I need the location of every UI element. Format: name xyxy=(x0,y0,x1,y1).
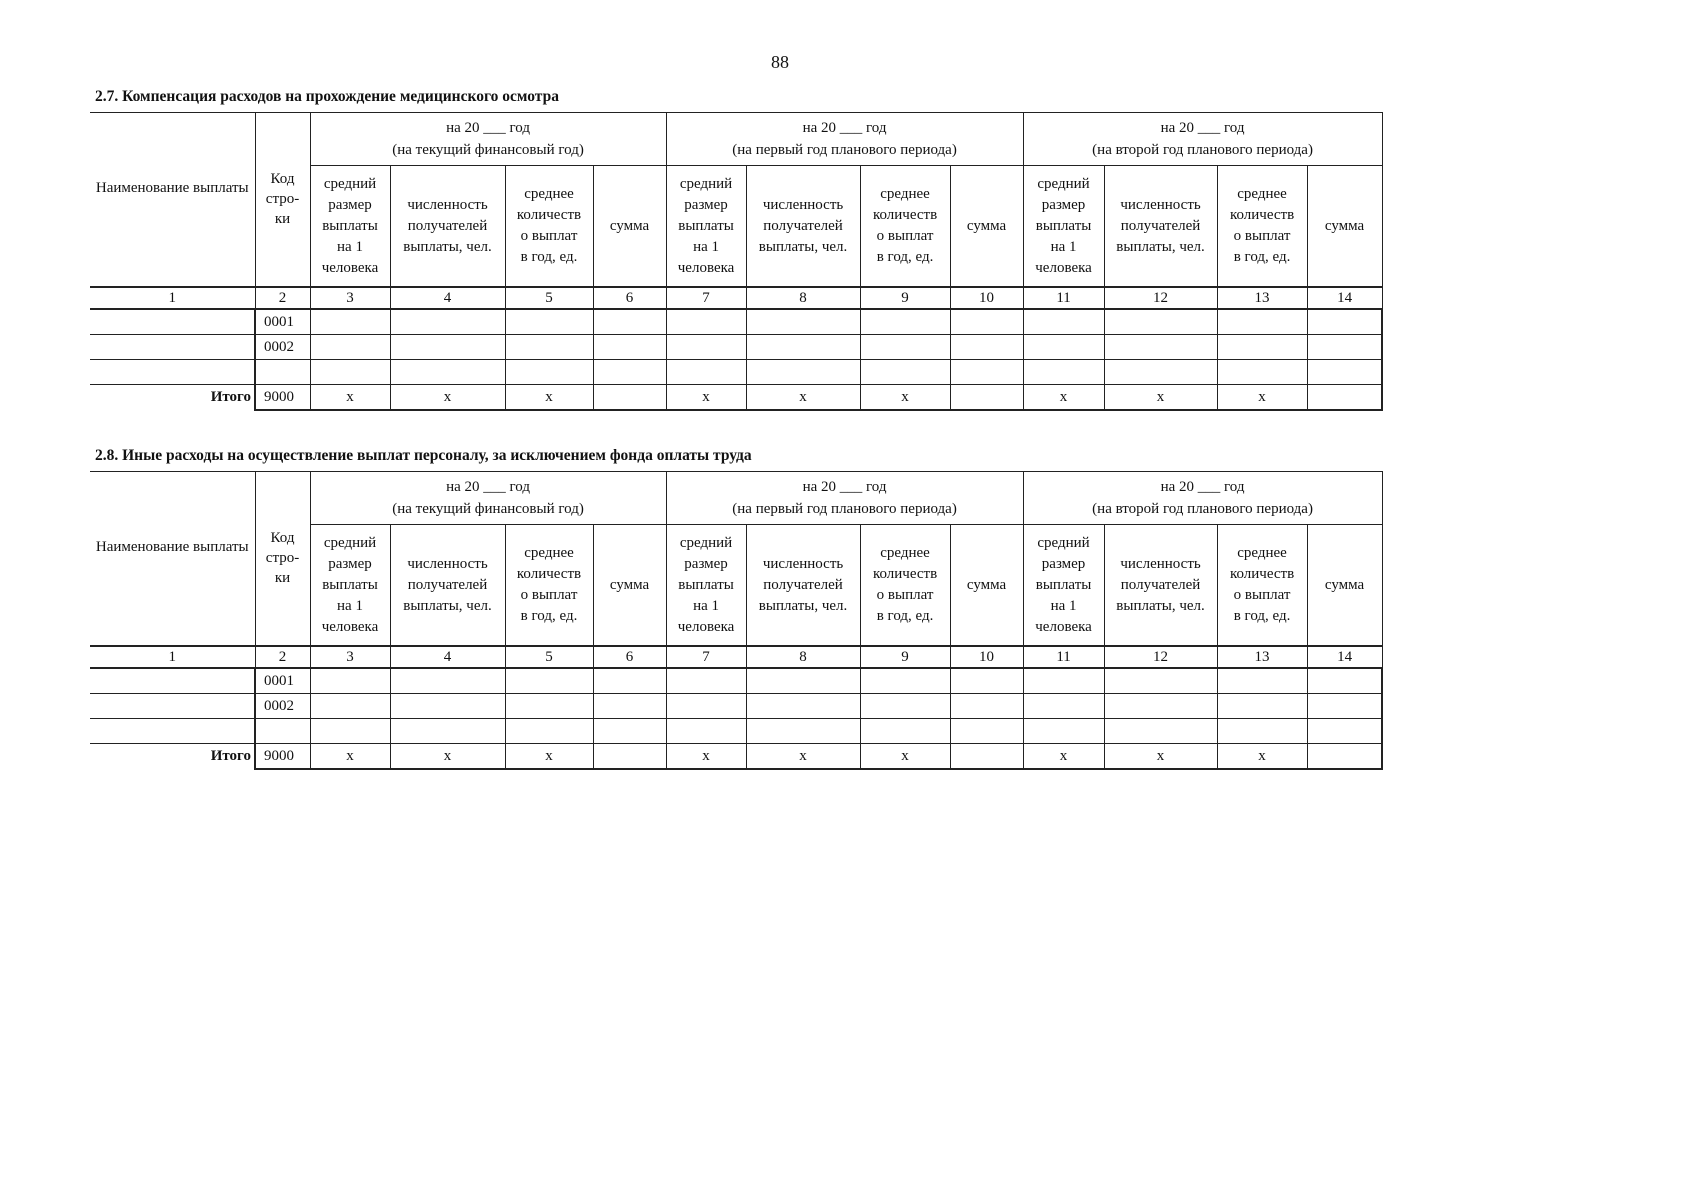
header-row xyxy=(90,113,1382,166)
subheader-avg-count: среднее количеств о выплат в год, ед. xyxy=(505,525,593,647)
data-cell[interactable] xyxy=(1104,719,1217,744)
x-mark: x xyxy=(1104,385,1217,411)
column-number: 12 xyxy=(1104,287,1217,309)
table-row xyxy=(90,694,1382,719)
data-cell[interactable] xyxy=(1104,668,1217,694)
data-cell[interactable] xyxy=(1217,309,1307,335)
column-number: 8 xyxy=(746,646,860,668)
header-period-current: на 20 ___ год (на текущий финансовый год) xyxy=(310,113,666,166)
data-cell[interactable] xyxy=(1023,719,1104,744)
total-row xyxy=(90,385,1382,411)
data-cell[interactable] xyxy=(746,719,860,744)
section-2-7 xyxy=(90,86,1382,411)
total-code: 9000 xyxy=(255,744,310,770)
x-mark: x xyxy=(746,744,860,770)
column-number: 4 xyxy=(390,287,505,309)
x-mark: x xyxy=(1104,744,1217,770)
header-period-second-plan: на 20 ___ год (на второй год планового периода) xyxy=(1023,113,1382,166)
row-label[interactable] xyxy=(90,335,255,360)
data-cell[interactable] xyxy=(390,309,505,335)
data-cell[interactable] xyxy=(505,309,593,335)
column-number: 5 xyxy=(505,287,593,309)
column-number: 11 xyxy=(1023,646,1104,668)
subheader-sum: сумма xyxy=(593,166,666,288)
subheader-recipients: численность получателей выплаты, чел. xyxy=(390,166,505,288)
header-name: Наименование выплаты xyxy=(90,113,255,288)
column-number: 13 xyxy=(1217,646,1307,668)
data-cell[interactable] xyxy=(390,668,505,694)
subheader-avg-payment: средний размер выплаты на 1 человека xyxy=(666,166,746,288)
total-sum-cell[interactable] xyxy=(593,385,666,411)
data-cell[interactable] xyxy=(593,309,666,335)
x-mark: x xyxy=(1217,385,1307,411)
data-cell[interactable] xyxy=(746,335,860,360)
column-number: 7 xyxy=(666,287,746,309)
column-number: 6 xyxy=(593,646,666,668)
data-cell[interactable] xyxy=(310,309,390,335)
x-mark: x xyxy=(390,385,505,411)
data-cell[interactable] xyxy=(1217,668,1307,694)
row-code: 0002 xyxy=(255,694,310,719)
x-mark: x xyxy=(860,385,950,411)
data-cell[interactable] xyxy=(1104,694,1217,719)
total-sum-cell[interactable] xyxy=(1307,744,1382,770)
column-number: 1 xyxy=(90,287,255,309)
data-cell[interactable] xyxy=(593,360,666,385)
header-row xyxy=(90,472,1382,525)
data-cell[interactable] xyxy=(746,694,860,719)
total-sum-cell[interactable] xyxy=(593,744,666,770)
row-code: 0001 xyxy=(255,309,310,335)
data-cell[interactable] xyxy=(310,668,390,694)
total-sum-cell[interactable] xyxy=(1307,385,1382,411)
column-number: 2 xyxy=(255,646,310,668)
total-code: 9000 xyxy=(255,385,310,411)
column-number: 5 xyxy=(505,646,593,668)
subheader-avg-count: среднее количеств о выплат в год, ед. xyxy=(860,166,950,288)
section-title: 2.7. Компенсация расходов на прохождение медицинского осмотра xyxy=(95,88,559,105)
column-number: 9 xyxy=(860,646,950,668)
data-cell[interactable] xyxy=(1307,335,1382,360)
data-cell[interactable] xyxy=(666,360,746,385)
data-cell[interactable] xyxy=(746,360,860,385)
subheader-recipients: численность получателей выплаты, чел. xyxy=(746,166,860,288)
data-cell[interactable] xyxy=(666,694,746,719)
row-label[interactable] xyxy=(90,694,255,719)
header-period-current: на 20 ___ год (на текущий финансовый год) xyxy=(310,472,666,525)
data-cell[interactable] xyxy=(1307,309,1382,335)
subheader-sum: сумма xyxy=(1307,166,1382,288)
data-cell[interactable] xyxy=(310,360,390,385)
data-cell[interactable] xyxy=(390,360,505,385)
data-cell[interactable] xyxy=(505,360,593,385)
data-cell[interactable] xyxy=(1307,719,1382,744)
x-mark: x xyxy=(390,744,505,770)
column-number: 13 xyxy=(1217,287,1307,309)
subheader-avg-count: среднее количеств о выплат в год, ед. xyxy=(1217,525,1307,647)
total-row xyxy=(90,744,1382,770)
column-number: 8 xyxy=(746,287,860,309)
column-number: 1 xyxy=(90,646,255,668)
data-cell[interactable] xyxy=(860,719,950,744)
header-period-first-plan: на 20 ___ год (на первый год планового периода) xyxy=(666,472,1023,525)
x-mark: x xyxy=(505,385,593,411)
data-cell[interactable] xyxy=(310,719,390,744)
row-label[interactable] xyxy=(90,668,255,694)
data-cell[interactable] xyxy=(310,694,390,719)
table-row xyxy=(90,309,1382,335)
subheader-avg-payment: средний размер выплаты на 1 человека xyxy=(1023,525,1104,647)
header-code: Код стро- ки xyxy=(255,113,310,288)
subheader-recipients: численность получателей выплаты, чел. xyxy=(746,525,860,647)
data-cell[interactable] xyxy=(1023,694,1104,719)
column-number-row xyxy=(90,287,1382,309)
data-cell[interactable] xyxy=(1104,309,1217,335)
column-number: 7 xyxy=(666,646,746,668)
subheader-avg-payment: средний размер выплаты на 1 человека xyxy=(310,166,390,288)
subheader-sum: сумма xyxy=(593,525,666,647)
column-number: 14 xyxy=(1307,646,1382,668)
table-row xyxy=(90,360,1382,385)
data-cell[interactable] xyxy=(390,335,505,360)
subheader-avg-count: среднее количеств о выплат в год, ед. xyxy=(505,166,593,288)
table-row xyxy=(90,668,1382,694)
row-code: 0001 xyxy=(255,668,310,694)
header-period-first-plan: на 20 ___ год (на первый год планового периода) xyxy=(666,113,1023,166)
data-cell[interactable] xyxy=(666,719,746,744)
data-cell[interactable] xyxy=(593,668,666,694)
data-cell[interactable] xyxy=(1023,360,1104,385)
subheader-sum: сумма xyxy=(950,166,1023,288)
subheader-avg-count: среднее количеств о выплат в год, ед. xyxy=(1217,166,1307,288)
column-number: 3 xyxy=(310,287,390,309)
row-label[interactable] xyxy=(90,309,255,335)
subheader-sum: сумма xyxy=(1307,525,1382,647)
data-cell[interactable] xyxy=(860,360,950,385)
x-mark: x xyxy=(1217,744,1307,770)
subheader-avg-payment: средний размер выплаты на 1 человека xyxy=(1023,166,1104,288)
row-code: 0002 xyxy=(255,335,310,360)
data-cell[interactable] xyxy=(950,719,1023,744)
x-mark: x xyxy=(310,744,390,770)
subheader-avg-payment: средний размер выплаты на 1 человека xyxy=(310,525,390,647)
data-cell[interactable] xyxy=(950,335,1023,360)
column-number: 6 xyxy=(593,287,666,309)
data-cell[interactable] xyxy=(1023,335,1104,360)
data-cell[interactable] xyxy=(1217,719,1307,744)
data-cell[interactable] xyxy=(593,694,666,719)
data-cell[interactable] xyxy=(666,668,746,694)
column-number-row xyxy=(90,646,1382,668)
section-2-8 xyxy=(90,445,1382,770)
data-cell[interactable] xyxy=(950,360,1023,385)
data-cell[interactable] xyxy=(950,694,1023,719)
other-expenses-table xyxy=(90,471,1383,770)
data-cell[interactable] xyxy=(310,335,390,360)
x-mark: x xyxy=(505,744,593,770)
page-number: 88 xyxy=(771,52,789,72)
data-cell[interactable] xyxy=(666,335,746,360)
subheader-recipients: численность получателей выплаты, чел. xyxy=(1104,525,1217,647)
x-mark: x xyxy=(1023,744,1104,770)
data-cell[interactable] xyxy=(860,694,950,719)
data-cell[interactable] xyxy=(1104,335,1217,360)
column-number: 11 xyxy=(1023,287,1104,309)
subheader-sum: сумма xyxy=(950,525,1023,647)
data-cell[interactable] xyxy=(505,719,593,744)
data-cell[interactable] xyxy=(505,694,593,719)
data-cell[interactable] xyxy=(1104,360,1217,385)
section-title: 2.8. Иные расходы на осуществление выплат персоналу, за исключением фонда оплаты труда xyxy=(95,447,752,464)
row-label[interactable] xyxy=(90,360,255,385)
data-cell[interactable] xyxy=(390,719,505,744)
column-number: 14 xyxy=(1307,287,1382,309)
data-cell[interactable] xyxy=(1307,360,1382,385)
column-number: 4 xyxy=(390,646,505,668)
subheader-avg-payment: средний размер выплаты на 1 человека xyxy=(666,525,746,647)
table-row xyxy=(90,335,1382,360)
data-cell[interactable] xyxy=(860,335,950,360)
column-number: 10 xyxy=(950,646,1023,668)
data-cell[interactable] xyxy=(1307,694,1382,719)
compensation-table xyxy=(90,112,1383,411)
data-cell[interactable] xyxy=(746,309,860,335)
subheader-avg-count: среднее количеств о выплат в год, ед. xyxy=(860,525,950,647)
x-mark: x xyxy=(666,385,746,411)
header-name: Наименование выплаты xyxy=(90,472,255,647)
column-number: 2 xyxy=(255,287,310,309)
data-cell[interactable] xyxy=(860,668,950,694)
column-number: 3 xyxy=(310,646,390,668)
data-cell[interactable] xyxy=(1217,694,1307,719)
data-cell[interactable] xyxy=(950,668,1023,694)
data-cell[interactable] xyxy=(666,309,746,335)
data-cell[interactable] xyxy=(1307,668,1382,694)
data-cell[interactable] xyxy=(1217,335,1307,360)
data-cell[interactable] xyxy=(746,668,860,694)
data-cell[interactable] xyxy=(505,668,593,694)
column-number: 10 xyxy=(950,287,1023,309)
header-code: Код стро- ки xyxy=(255,472,310,647)
total-label: Итого xyxy=(90,385,255,411)
x-mark: x xyxy=(1023,385,1104,411)
data-cell[interactable] xyxy=(1217,360,1307,385)
x-mark: x xyxy=(666,744,746,770)
data-cell[interactable] xyxy=(593,335,666,360)
column-number: 12 xyxy=(1104,646,1217,668)
total-sum-cell[interactable] xyxy=(950,385,1023,411)
data-cell[interactable] xyxy=(593,719,666,744)
data-cell[interactable] xyxy=(505,335,593,360)
data-cell[interactable] xyxy=(950,309,1023,335)
data-cell[interactable] xyxy=(390,694,505,719)
data-cell[interactable] xyxy=(860,309,950,335)
row-code xyxy=(255,719,310,744)
subheader-recipients: численность получателей выплаты, чел. xyxy=(1104,166,1217,288)
data-cell[interactable] xyxy=(1023,309,1104,335)
x-mark: x xyxy=(746,385,860,411)
total-sum-cell[interactable] xyxy=(950,744,1023,770)
row-code xyxy=(255,360,310,385)
total-label: Итого xyxy=(90,744,255,770)
column-number: 9 xyxy=(860,287,950,309)
data-cell[interactable] xyxy=(1023,668,1104,694)
row-label[interactable] xyxy=(90,719,255,744)
header-period-second-plan: на 20 ___ год (на второй год планового периода) xyxy=(1023,472,1382,525)
x-mark: x xyxy=(310,385,390,411)
x-mark: x xyxy=(860,744,950,770)
subheader-recipients: численность получателей выплаты, чел. xyxy=(390,525,505,647)
table-row xyxy=(90,719,1382,744)
